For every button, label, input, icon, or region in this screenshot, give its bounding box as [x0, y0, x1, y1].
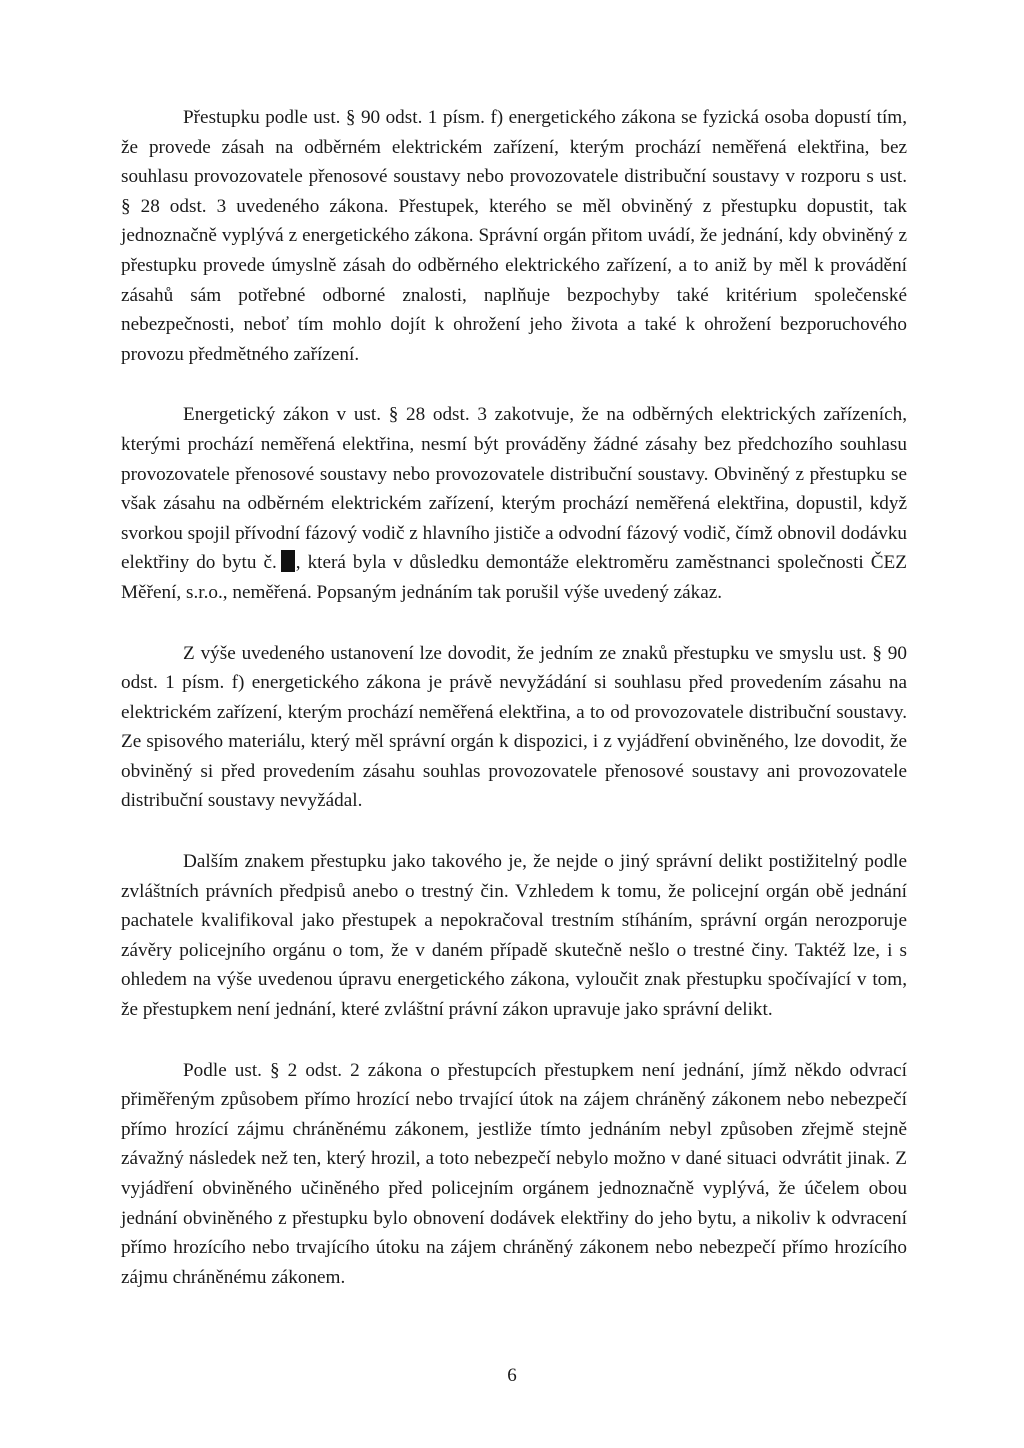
redaction-block	[281, 550, 295, 572]
paragraph-offense-definition: Přestupku podle ust. § 90 odst. 1 písm. f) energetického zákona se fyzická osoba dopustí tím, že provede zásah na odběrném elektrickém zařízení, kterým prochází neměřená elektřina, bez souhlasu provozovatele přenosové soustavy nebo provozovatele distribuční soustavy v rozporu s ust. § 28 odst. 3 uvedeného zákona. Přestupek, kterého se měl obviněný z přestupku dopustit, tak jednoznačně vyplývá z energetického zákona. Správní orgán přitom uvádí, že jednání, kdy obviněný z přestupku provede úmyslně zásah do odběrného elektrického zařízení, a to aniž by měl k provádění zásahů sám potřebné odborné znalosti, naplňuje bezpochyby také kritérium společenské nebezpečnosti, neboť tím mohlo dojít k ohrožení jeho života a také k ohrožení bezporuchového provozu předmětného zařízení.	[121, 107, 907, 365]
paragraph-necessity-defense: Podle ust. § 2 odst. 2 zákona o přestupcích přestupkem není jednání, jímž někdo odvrací přiměřeným způsobem přímo hrozící nebo trvající útok na zájem chráněný zákonem nebo nebezpečí přímo hrozící zájmu chráněnému zákonem, jestliže tímto jednáním nebyl způsoben zřejmě stejně závažný následek než ten, který hrozil, a toto nebezpečí nebylo možno v dané situaci odvrátit jinak. Z vyjádření obviněného učiněného před policejním orgánem jednoznačně vyplývá, že účelem obou jednání obviněného z přestupku bylo obnovení dodávek elektřiny do jeho bytu, a nikoliv k odvracení přímo hrozícího nebo trvajícího útoku na zájem chráněný zákonem nebo nebezpečí přímo hrozícího zájmu chráněnému zákonem.	[121, 1059, 907, 1288]
paragraph-energy-act-section-28	[121, 400, 907, 607]
paragraph-other-offense-element: Dalším znakem přestupku jako takového je, že nejde o jiný správní delikt postižitelný podle zvláštních právních předpisů anebo o trestný čin. Vzhledem k tomu, že policejní orgán obě jednání pachatele kvalifikoval jako přestupek a nepokračoval trestním stíháním, správní orgán nerozporuje závěry policejního orgánu o tom, že v daném případě skutečně nešlo o trestné činy. Taktéž lze, i s ohledem na výše uvedenou úpravu energetického zákona, vyloučit znak přestupku spočívající v tom, že přestupkem není jednání, které zvláštní právní zákon upravuje jako správní delikt.	[121, 851, 907, 1021]
paragraph-text-before-redaction: Energetický zákon v ust. § 28 odst. 3 zakotvuje, že na odběrných elektrických zařízeních, kterými prochází neměřená elektřina, nesmí být prováděny žádné zásahy bez předchozího souhlasu provozovatele přenosové soustavy nebo provozovatele distribuční soustavy. Obviněný z přestupku se však zásahu na odběrném elektrickém zařízení, kterým prochází neměřená elektřina, dopustil, když svorkou spojil přívodní fázový vodič z hlavního jističe a odvodní fázový vodič, čímž obnovil dodávku elektřiny do bytu č.	[121, 404, 908, 574]
document-body	[121, 103, 907, 1292]
paragraph-consent-requirement: Z výše uvedeného ustanovení lze dovodit, že jedním ze znaků přestupku ve smyslu ust. § 90 odst. 1 písm. f) energetického zákona je právě nevyžádání si souhlasu před provedením zásahu na elektrickém zařízení, kterým prochází neměřená elektřina, a to od provozovatele distribuční soustavy. Ze spisového materiálu, který měl správní orgán k dispozici, i z vyjádření obviněného, lze dovodit, že obviněný si před provedením zásahu souhlas provozovatele přenosové soustavy ani provozovatele distribuční soustavy nevyžádal.	[121, 642, 907, 812]
paragraph-text-after-redaction: , která byla v důsledku demontáže elektroměru zaměstnanci společnosti ČEZ Měření, s.r.o., neměřená. Popsaným jednáním tak porušil výše uvedený zákaz.	[121, 552, 907, 603]
page-number: 6	[507, 1365, 517, 1386]
